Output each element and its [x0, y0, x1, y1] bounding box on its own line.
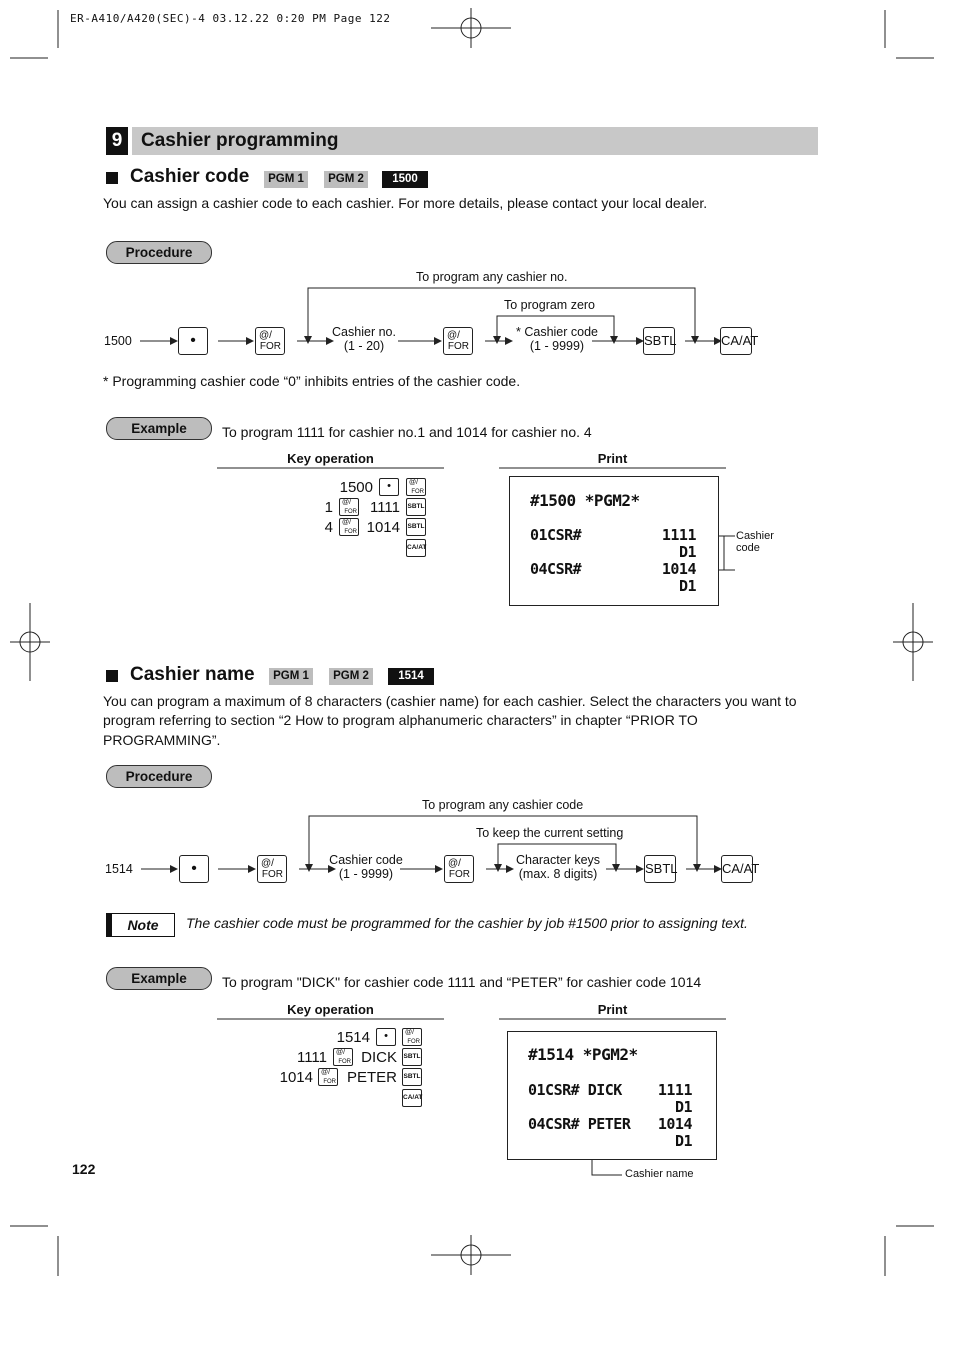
- page-number: 122: [72, 1161, 96, 1177]
- tag-pgm2: PGM 2: [324, 171, 368, 188]
- receipt-right: D1: [674, 1098, 692, 1116]
- decimal-point-key: •: [179, 855, 209, 883]
- caat-key: CA/AT: [720, 327, 752, 355]
- bullet-square: [106, 172, 118, 184]
- receipt-right: 1014: [657, 1115, 692, 1133]
- example-label: Example: [106, 967, 212, 990]
- receipt-header: #1500 *PGM2*: [530, 491, 640, 510]
- cashier-code-input: * Cashier code (1 - 9999): [516, 325, 598, 353]
- print-header: Print: [597, 451, 628, 466]
- section-title: Cashier programming: [141, 130, 339, 151]
- receipt-right: D1: [678, 577, 696, 595]
- sbtl-key: SBTL: [644, 855, 676, 883]
- cashier-name-title: Cashier name: [130, 664, 255, 685]
- decimal-point-key: •: [376, 1028, 396, 1046]
- key-op-text: DICK: [361, 1049, 397, 1066]
- note-text: The cashier code must be programmed for the cashier by job #1500 prior to assigning text.: [186, 915, 748, 931]
- example-label: Example: [106, 417, 212, 440]
- example-text: To program 1111 for cashier no.1 and 1014 for cashier no. 4: [222, 424, 592, 440]
- decimal-point-key: •: [379, 478, 399, 496]
- tag-pgm1: PGM 1: [264, 171, 308, 188]
- cashier-name-annotation: Cashier name: [625, 1168, 694, 1180]
- receipt-header: #1514 *PGM2*: [528, 1045, 638, 1064]
- print-header: ER-A410/A420(SEC)-4 03.12.22 0:20 PM Page 122: [70, 12, 391, 25]
- key-op-text: 1514: [336, 1029, 370, 1046]
- cashier-code-annotation: Cashier code: [736, 530, 774, 554]
- key-op-text: 4: [324, 519, 333, 536]
- tag-pgm1: PGM 1: [269, 668, 313, 685]
- loop-keep-label: To keep the current setting: [476, 826, 624, 840]
- character-keys-input: Character keys (max. 8 digits): [515, 853, 601, 881]
- print-header: Print: [597, 1002, 628, 1017]
- tag-job-code: 1500: [382, 171, 428, 188]
- key-op-text: 1014: [366, 519, 400, 536]
- procedure-label: Procedure: [106, 241, 212, 264]
- cashier-code-input: Cashier code (1 - 9999): [329, 853, 403, 881]
- for-key: @/ FOR: [255, 327, 285, 355]
- bullet-square: [106, 670, 118, 682]
- receipt-right: 1111: [661, 526, 696, 544]
- key-operation-header: Key operation: [287, 1002, 374, 1017]
- for-key: @/ FOR: [333, 1048, 353, 1066]
- for-key: @/ FOR: [339, 498, 359, 516]
- key-op-text: PETER: [346, 1069, 397, 1086]
- for-key: @/ FOR: [406, 478, 426, 496]
- caat-key: CA/AT: [406, 539, 426, 557]
- sbtl-key: SBTL: [643, 327, 675, 355]
- procedure-start-code: 1514: [105, 862, 133, 876]
- cashier-name-desc-3: PROGRAMMING”.: [103, 732, 221, 748]
- sbtl-key: SBTL: [402, 1048, 422, 1066]
- sbtl-key: SBTL: [406, 518, 426, 536]
- cashier-name-desc-1: You can program a maximum of 8 characters (cashier name) for each cashier. Select the characters you want to: [103, 693, 797, 709]
- cashier-name-desc-2: program referring to section “2 How to program alphanumeric characters” in chapter “PRIOR TO: [103, 712, 698, 728]
- cashier-code-title: Cashier code: [130, 166, 250, 187]
- key-operation-header: Key operation: [287, 451, 374, 466]
- loop-zero-label: To program zero: [504, 298, 596, 312]
- for-key: @/ FOR: [318, 1068, 338, 1086]
- procedure-start-code: 1500: [104, 334, 132, 348]
- key-op-text: 1014: [279, 1069, 313, 1086]
- caat-key: CA/AT: [402, 1089, 422, 1107]
- receipt-right: D1: [678, 543, 696, 561]
- section-number: 9: [106, 127, 128, 155]
- example-text: To program "DICK" for cashier code 1111 and “PETER” for cashier code 1014: [222, 974, 702, 990]
- receipt-left: 01CSR#: [530, 526, 582, 544]
- receipt-left: 04CSR# PETER: [528, 1115, 631, 1133]
- note-label: Note: [106, 913, 175, 937]
- receipt-left: 01CSR# DICK: [528, 1081, 622, 1099]
- for-key: @/ FOR: [443, 327, 473, 355]
- for-key: @/ FOR: [402, 1028, 422, 1046]
- receipt-right: D1: [674, 1132, 692, 1150]
- key-op-text: 1: [324, 499, 333, 516]
- for-key: @/ FOR: [257, 855, 287, 883]
- key-op-text: 1500: [339, 479, 373, 496]
- decimal-point-key: •: [178, 327, 208, 355]
- loop-any-label: To program any cashier no.: [416, 270, 568, 284]
- key-op-text: 1111: [296, 1049, 327, 1066]
- sbtl-key: SBTL: [402, 1068, 422, 1086]
- tag-job-code: 1514: [388, 668, 434, 685]
- for-key: @/ FOR: [444, 855, 474, 883]
- for-key: @/ FOR: [339, 518, 359, 536]
- caat-key: CA/AT: [721, 855, 753, 883]
- cashier-code-description: You can assign a cashier code to each cashier. For more details, please contact your local dealer.: [103, 195, 708, 211]
- footnote: * Programming cashier code “0” inhibits entries of the cashier code.: [103, 373, 521, 389]
- receipt-left: 04CSR#: [530, 560, 582, 578]
- receipt-right: 1014: [661, 560, 696, 578]
- receipt-right: 1111: [657, 1081, 692, 1099]
- key-op-text: 1111: [369, 499, 400, 516]
- procedure-label: Procedure: [106, 765, 212, 788]
- sbtl-key: SBTL: [406, 498, 426, 516]
- tag-pgm2: PGM 2: [329, 668, 373, 685]
- cashier-no-input: Cashier no. (1 - 20): [332, 325, 396, 353]
- loop-any-label: To program any cashier code: [422, 798, 584, 812]
